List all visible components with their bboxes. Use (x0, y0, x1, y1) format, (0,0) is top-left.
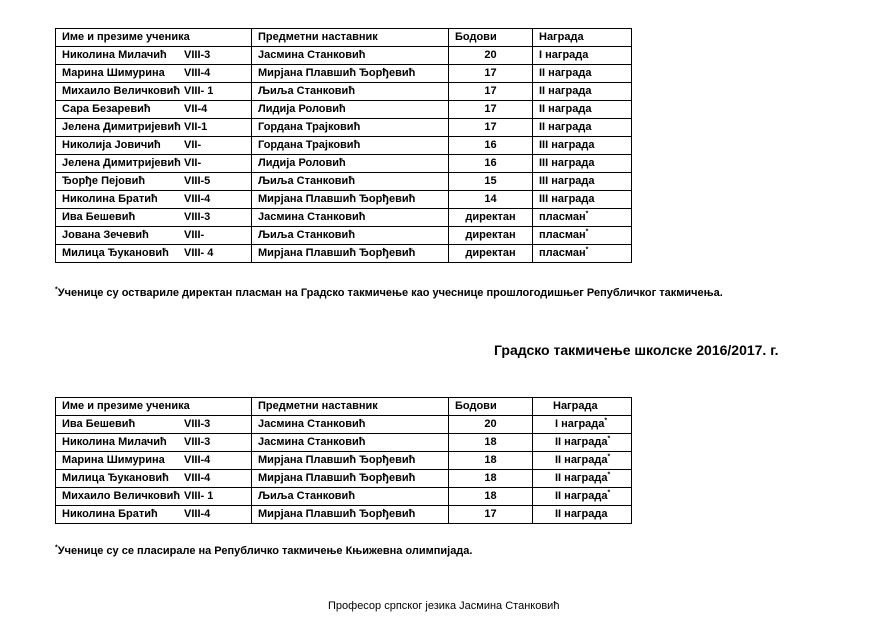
teacher-cell: Лидија Роловић (252, 101, 449, 119)
table-header-row (56, 29, 632, 47)
student-class: VIII-5 (184, 175, 211, 187)
points-cell: 20 (449, 47, 533, 65)
table-row (56, 83, 632, 101)
award-cell (533, 191, 632, 209)
award-cell (533, 245, 632, 263)
points-cell: 16 (449, 137, 533, 155)
table-row (56, 101, 632, 119)
student-name: Јована Зечевић (62, 229, 149, 241)
table-row (56, 173, 632, 191)
student-name: Николина Милачић (62, 436, 167, 448)
student-class: VIII-3 (184, 436, 211, 448)
student-cell (56, 245, 252, 263)
student-class: VIII-4 (184, 508, 211, 520)
teacher-cell: Љиља Станковић (252, 488, 449, 506)
table-row (56, 47, 632, 65)
award-cell (533, 434, 632, 452)
points-cell: 18 (449, 452, 533, 470)
teacher-cell: Гордана Трајковић (252, 137, 449, 155)
points-cell: 20 (449, 416, 533, 434)
student-cell (56, 416, 252, 434)
student-name: Ива Бешевић (62, 211, 136, 223)
award-text: II награда (555, 508, 608, 520)
points-cell: директан (449, 209, 533, 227)
student-name: Милица Ђукановић (62, 247, 169, 259)
teacher-cell: Јасмина Станковић (252, 434, 449, 452)
student-class: VIII-4 (184, 67, 211, 79)
student-name: Марина Шимурина (62, 67, 165, 79)
table-row (56, 434, 632, 452)
teacher-cell: Мирјана Плавшић Ђорђевић (252, 506, 449, 524)
header-award: Награда (533, 29, 632, 47)
award-text: II награда (555, 436, 608, 448)
header-points: Бодови (449, 398, 533, 416)
table-row (56, 209, 632, 227)
student-cell (56, 488, 252, 506)
table-row (56, 155, 632, 173)
teacher-cell: Јасмина Станковић (252, 209, 449, 227)
results-table-1 (55, 28, 632, 263)
table-row (56, 416, 632, 434)
student-cell (56, 83, 252, 101)
student-class: VIII- 1 (184, 85, 214, 97)
teacher-cell: Љиља Станковић (252, 227, 449, 245)
footnote-mark: * (55, 544, 58, 552)
student-name: Милица Ђукановић (62, 472, 169, 484)
table-row (56, 137, 632, 155)
award-text: пласман (539, 211, 586, 223)
award-mark: * (607, 435, 611, 443)
header-student: Име и презиме ученика (56, 398, 252, 416)
award-cell (533, 47, 632, 65)
award-text: III награда (539, 139, 595, 151)
student-class: VIII-3 (184, 418, 211, 430)
student-name: Николина Милачић (62, 49, 167, 61)
award-text: I награда (555, 418, 605, 430)
student-cell (56, 173, 252, 191)
award-cell (533, 209, 632, 227)
award-cell (533, 137, 632, 155)
results-table-2 (55, 397, 632, 524)
award-cell (533, 488, 632, 506)
points-cell: 17 (449, 506, 533, 524)
footnote-direct-placement (55, 287, 723, 299)
student-cell (56, 47, 252, 65)
table-row (56, 65, 632, 83)
award-cell (533, 65, 632, 83)
award-text: II награда (539, 103, 592, 115)
student-class: VIII- (184, 229, 205, 241)
student-class: VIII- 1 (184, 490, 214, 502)
award-cell (533, 119, 632, 137)
footnote-text: Ученице су се пласирале на Републичко такмичење Књижевна олимпијада. (57, 545, 473, 557)
header-student: Име и презиме ученика (56, 29, 252, 47)
teacher-cell: Лидија Роловић (252, 155, 449, 173)
section-heading: Градско такмичење школске 2016/2017. г. (494, 342, 779, 358)
student-cell (56, 191, 252, 209)
student-class: VIII-4 (184, 472, 211, 484)
table-row (56, 245, 632, 263)
award-text: II награда (555, 490, 608, 502)
award-text: II награда (539, 85, 592, 97)
table-row (56, 119, 632, 137)
header-points: Бодови (449, 29, 533, 47)
student-cell (56, 101, 252, 119)
award-text: пласман (539, 247, 586, 259)
student-cell (56, 434, 252, 452)
student-class: VIII-3 (184, 49, 211, 61)
student-name: Николина Братић (62, 193, 158, 205)
teacher-cell: Јасмина Станковић (252, 47, 449, 65)
footnote-mark: * (55, 286, 58, 294)
points-cell: 17 (449, 65, 533, 83)
teacher-cell: Мирјана Плавшић Ђорђевић (252, 452, 449, 470)
points-cell: 14 (449, 191, 533, 209)
student-cell (56, 506, 252, 524)
award-cell (533, 227, 632, 245)
student-name: Ђорђе Пејовић (62, 175, 146, 187)
award-text: III награда (539, 157, 595, 169)
award-cell (533, 470, 632, 488)
teacher-cell: Јасмина Станковић (252, 416, 449, 434)
award-text: III награда (539, 175, 595, 187)
points-cell: 15 (449, 173, 533, 191)
table-row (56, 488, 632, 506)
teacher-cell: Гордана Трајковић (252, 119, 449, 137)
table-row (56, 191, 632, 209)
award-cell (533, 155, 632, 173)
table-row (56, 452, 632, 470)
student-name: Ива Бешевић (62, 418, 136, 430)
header-teacher: Предметни наставник (252, 398, 449, 416)
award-mark: * (607, 471, 611, 479)
points-cell: 18 (449, 488, 533, 506)
points-cell: 16 (449, 155, 533, 173)
award-text: I награда (539, 49, 589, 61)
award-text: II награда (555, 472, 608, 484)
table-header-row (56, 398, 632, 416)
award-cell (533, 83, 632, 101)
award-text: пласман (539, 229, 586, 241)
table-row (56, 470, 632, 488)
award-mark: * (607, 453, 611, 461)
teacher-cell: Мирјана Плавшић Ђорђевић (252, 245, 449, 263)
student-name: Михаило Величковић (62, 85, 181, 97)
student-class: VIII- 4 (184, 247, 214, 259)
teacher-cell: Љиља Станковић (252, 173, 449, 191)
student-name: Јелена Димитријевић (62, 121, 181, 133)
table-row (56, 506, 632, 524)
student-cell (56, 137, 252, 155)
points-cell: 18 (449, 470, 533, 488)
award-mark: * (585, 228, 589, 236)
student-class: VII- (184, 139, 202, 151)
student-class: VII-1 (184, 121, 208, 133)
points-cell: директан (449, 227, 533, 245)
award-text: II награда (555, 454, 608, 466)
student-class: VIII-4 (184, 193, 211, 205)
teacher-signature: Професор српског језика Јасмина Станковић (328, 600, 560, 612)
student-class: VII- (184, 157, 202, 169)
award-mark: * (604, 417, 608, 425)
student-cell (56, 209, 252, 227)
header-teacher: Предметни наставник (252, 29, 449, 47)
student-cell (56, 155, 252, 173)
student-cell (56, 119, 252, 137)
student-class: VIII-3 (184, 211, 211, 223)
award-mark: * (585, 210, 589, 218)
student-name: Николина Братић (62, 508, 158, 520)
points-cell: 17 (449, 119, 533, 137)
student-cell (56, 65, 252, 83)
award-cell (533, 506, 632, 524)
student-name: Михаило Величковић (62, 490, 181, 502)
teacher-cell: Мирјана Плавшић Ђорђевић (252, 65, 449, 83)
student-class: VII-4 (184, 103, 208, 115)
award-cell (533, 173, 632, 191)
teacher-cell: Мирјана Плавшић Ђорђевић (252, 191, 449, 209)
award-text: II награда (539, 121, 592, 133)
points-cell: 17 (449, 101, 533, 119)
teacher-cell: Мирјана Плавшић Ђорђевић (252, 470, 449, 488)
student-name: Јелена Димитријевић (62, 157, 181, 169)
award-text: II награда (539, 67, 592, 79)
points-cell: директан (449, 245, 533, 263)
student-name: Марина Шимурина (62, 454, 165, 466)
footnote-text: Ученице су оствариле директан пласман на Градско такмичење као учеснице прошлогодишњег Републичког такмичења. (57, 287, 723, 299)
table-row (56, 227, 632, 245)
award-text: III награда (539, 193, 595, 205)
award-mark: * (607, 489, 611, 497)
footnote-republic-competition (55, 545, 472, 557)
student-name: Сара Безаревић (62, 103, 151, 115)
student-class: VIII-4 (184, 454, 211, 466)
student-cell (56, 452, 252, 470)
student-cell (56, 470, 252, 488)
header-award: Награда (533, 398, 632, 416)
award-cell (533, 416, 632, 434)
award-cell (533, 452, 632, 470)
points-cell: 17 (449, 83, 533, 101)
award-mark: * (585, 246, 589, 254)
teacher-cell: Љиља Станковић (252, 83, 449, 101)
student-cell (56, 227, 252, 245)
award-cell (533, 101, 632, 119)
student-name: Николија Јовичић (62, 139, 161, 151)
points-cell: 18 (449, 434, 533, 452)
